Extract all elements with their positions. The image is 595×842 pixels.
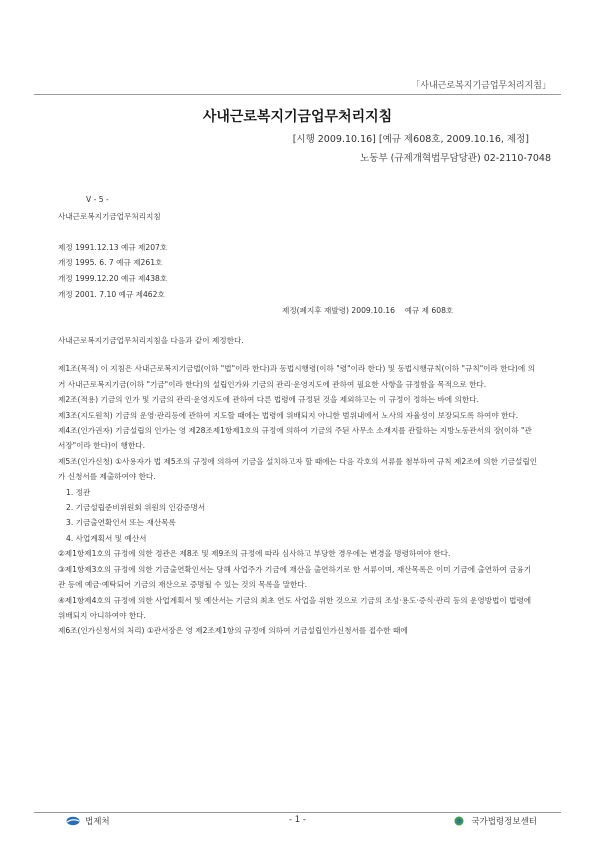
article-6: 제6조(인가신청서의 처리) ①관서장은 영 제2조제1항의 규정에 의하여 기금설립인가신청서를 접수한 때에	[58, 626, 408, 636]
list-item: 3. 기금출연확인서 또는 재산목록	[66, 518, 176, 528]
history-line: 개정 1995. 6. 7 예규 제261호	[58, 258, 163, 267]
list-item: 1. 정관	[66, 487, 91, 497]
doc-name: 사내근로복지기금업무처리지침	[58, 212, 161, 221]
header-divider	[34, 94, 561, 95]
footer-org: 법제처	[85, 817, 110, 827]
enactment-line: 제정(폐지후 재발령) 2009.10.16 예규 제 608호	[282, 306, 454, 315]
running-header: 「사내근로복지기금업무처리지침」	[411, 81, 551, 91]
footer-divider	[34, 812, 561, 813]
page-number: - 1 -	[289, 815, 306, 825]
document-body	[58, 333, 538, 639]
list-item: 2. 기금설립준비위원회 위원의 인감증명서	[66, 503, 206, 513]
article-1: 제1조(목적) 이 지침은 사내근로복지기금법(이하 "법"이라 한다)과 동법시행령(이하 "령"이라 한다) 및 동법시행규칙(이하 "규칙"이라 한다)에 의거 사내근로복지기금(이하 "기금"이라 한다)의 설립인가와 기금의 관리·운영지도에 관하여 필요한 사항을 규정함을 목적으로 한다.	[58, 364, 535, 389]
clause-2: ②제1항제1호의 규정에 의한 정관은 제8조 및 제9조의 규정에 따라 심사하고 부당한 경우에는 변경을 명령하여야 한다.	[58, 549, 451, 559]
footer-right	[452, 815, 537, 827]
history-line: 개정 1999.12.20 예규 제438호	[58, 274, 168, 283]
article-5: 제5조(인가신청) ①사용자가 법 제5조의 규정에 의하여 기금을 설치하고자 할 때에는 다음 각호의 서류를 첨부하여 규칙 제2조에 의한 기금설립인가 신청서를 제출하여야 한다.	[58, 456, 538, 482]
enforcement-info: [시행 2009.10.16] [예규 제608호, 2009.10.16, 제정]	[292, 134, 529, 145]
law-center-logo-icon	[452, 816, 466, 826]
list-item: 4. 사업계획서 및 예산서	[66, 533, 147, 543]
clause-4: ④제1항제4호의 규정에 의한 사업계획서 및 예산서는 기금의 최초 연도 사업을 위한 것으로 기금의 조성·용도·증식·관리 등의 운영방법이 법령에 위배되지 아니하여야 한다.	[58, 595, 532, 620]
article-3: 제3조(지도원칙) 기금의 운영·관리등에 관하여 지도할 때에는 법령에 위배되지 아니한 범위내에서 노사의 자율성이 보장되도록 하여야 한다.	[58, 410, 519, 420]
history-line: 제정 1991.12.13 예규 제207호	[58, 243, 168, 252]
clause-3: ③제1항제3호의 규정에 의한 기금출연확인서는 당해 사업주가 기금에 재산을 출연하기로 한 서류이며, 재산목록은 이미 기금에 출연하여 금융기관 등에 예금·예탁되어 기금의 재산으로 증명될 수 있는 것의 목록을 말한다.	[58, 564, 532, 590]
footer-center: 국가법령정보센터	[471, 817, 537, 827]
ministry-contact: 노동부 (규제개혁법무담당관) 02-2110-7048	[360, 153, 551, 164]
history-line: 개정 2001. 7.10 예규 제462호	[58, 290, 165, 299]
intro-text: 사내근로복지기금업무처리지침을 다음과 같이 제정한다.	[58, 336, 244, 345]
volume-mark: V - 5 -	[86, 195, 109, 204]
article-4: 제4조(인가권자) 기금설립의 인가는 영 제28조제1항제1호의 규정에 의하여 기금의 주된 사무소 소재지를 관할하는 지방노동관서의 장(이하 "관서장"이라 한다)이 행한다.	[58, 426, 532, 451]
document-title: 사내근로복지기금업무처리지침	[202, 109, 393, 125]
article-2: 제2조(적용) 기금의 인가 및 기금의 관리·운영지도에 관하여 다른 법령에 규정된 것을 제외하고는 이 규정이 정하는 바에 의한다.	[58, 395, 479, 405]
